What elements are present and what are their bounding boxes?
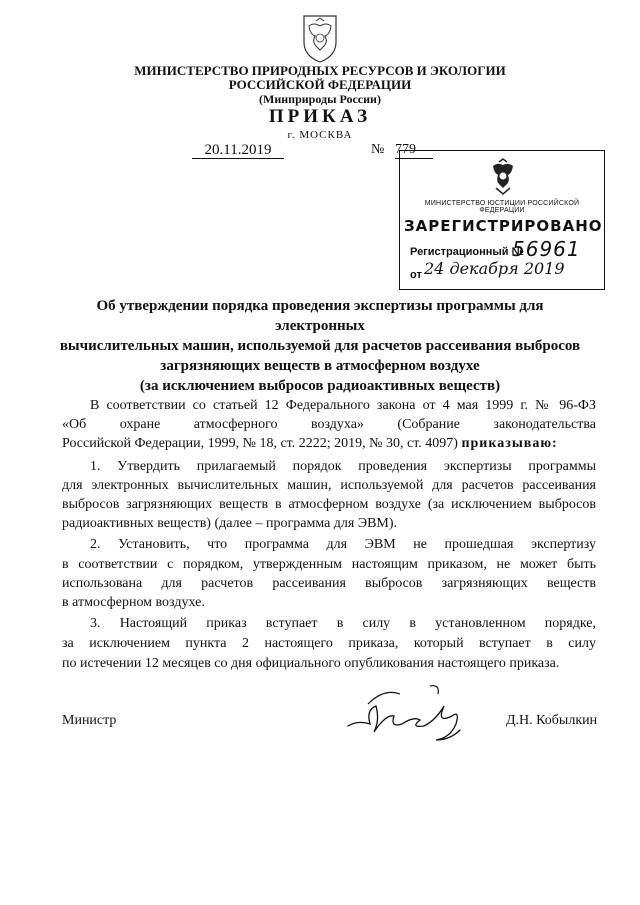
order-date: 20.11.2019	[192, 142, 284, 159]
body-line: за исключением пункта 2 настоящего приказа, который вступает в силу	[62, 636, 596, 651]
body-text: Российской Федерации, 1999, № 18, ст. 2222; 2019, № 30, ст. 4097)	[62, 436, 458, 451]
stamp-ministry: МИНИСТЕРСТВО ЮСТИЦИИ РОССИЙСКОЙ ФЕДЕРАЦИИ	[424, 200, 580, 214]
body-line: 2. Установить, что программа для ЭВМ не прошедшая экспертизу	[90, 537, 596, 552]
order-number-label: №	[371, 142, 385, 157]
body-line: в соответствии с порядком, утвержденным настоящим приказом, не может быть	[62, 557, 596, 572]
stamp-registration-label: Регистрационный №	[410, 246, 524, 258]
body-line: в атмосферном воздухе.	[62, 595, 205, 610]
stamp-registered: ЗАРЕГИСТРИРОВАНО	[404, 217, 603, 235]
stamp-registration-number: 56961	[512, 237, 581, 261]
body-line: 3. Настоящий приказ вступает в силу в установленном порядке,	[90, 616, 596, 631]
stamp-from-label: от	[410, 269, 422, 281]
order-heading: ПРИКАЗ	[268, 106, 372, 127]
body-line: для электронных вычислительных машин, используемой для расчетов рассеивания	[62, 478, 596, 493]
order-number: 779	[395, 142, 433, 159]
title-line: (за исключением выбросов радиоактивных веществ)	[139, 378, 501, 394]
city: г. МОСКВА	[287, 129, 353, 141]
body-line: «Об охране атмосферного воздуха» (Собрание законодательства	[62, 417, 596, 432]
stamp-emblem-icon	[486, 157, 520, 197]
registration-stamp	[399, 150, 605, 290]
body-line: по истечении 12 месяцев со дня официального опубликования настоящего приказа.	[62, 656, 560, 671]
coat-of-arms-icon	[298, 12, 342, 64]
title-line: загрязняющих веществ в атмосферном воздухе	[160, 358, 480, 374]
document-title	[52, 296, 588, 396]
body-line: В соответствии со статьей 12 Федерального закона от 4 мая 1999 г. № 96-ФЗ	[90, 398, 596, 413]
body-line-with-command	[62, 434, 596, 453]
stamp-registration-date: 24 декабря 2019	[424, 259, 565, 278]
ministry-name-line2: РОССИЙСКОЙ ФЕДЕРАЦИИ	[228, 77, 412, 92]
body-line: выбросов загрязняющих веществ в атмосферном воздухе (за исключением выбросов	[62, 497, 596, 512]
ministry-short-name: (Минприроды России)	[259, 92, 381, 106]
body-line: 1. Утвердить прилагаемый порядок проведения экспертизы программы	[90, 459, 596, 474]
body-line: использована для расчетов рассеивания выбросов загрязняющих веществ	[62, 576, 596, 591]
handwritten-signature-icon	[340, 680, 470, 750]
title-line: Об утверждении порядка проведения экспертизы программы для электронных	[96, 298, 544, 334]
signatory-name: Д.Н. Кобылкин	[506, 713, 598, 728]
title-line: вычислительных машин, используемой для расчетов рассеивания выбросов	[59, 338, 581, 354]
signatory-position: Министр	[62, 713, 117, 728]
order-command: приказываю:	[461, 436, 558, 451]
ministry-name-line1: МИНИСТЕРСТВО ПРИРОДНЫХ РЕСУРСОВ И ЭКОЛОГИИ	[134, 63, 506, 78]
body-line: радиоактивных веществ) (далее – программа для ЭВМ).	[62, 516, 398, 531]
